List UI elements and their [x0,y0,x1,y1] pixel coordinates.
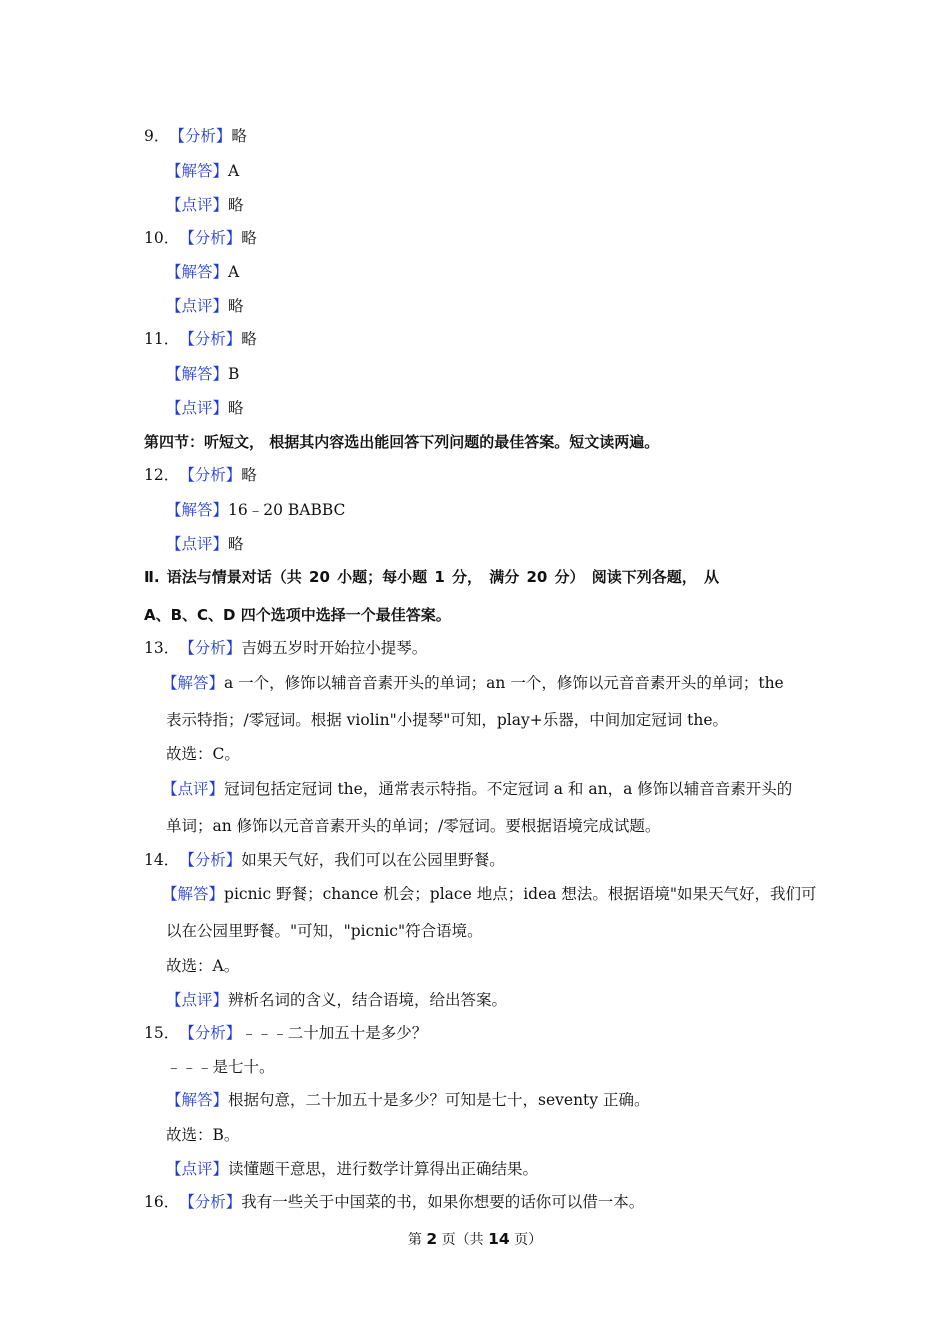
q12-jieda-line [166,499,345,521]
page-footer [0,1229,950,1249]
footer-total-pages: 14 [488,1230,510,1248]
q11-jieda-text: B [228,365,240,383]
q13-fenxi-line [144,637,427,659]
q14-answer-choice: 故选：A。 [166,957,240,975]
q15-dianping-text: 读懂题干意思，进行数学计算得出正确结果。 [228,1160,539,1178]
q15-answer-choice: 故选：B。 [166,1126,240,1144]
q12-fenxi-line [144,464,257,486]
q16-number: 16． [144,1193,180,1211]
fenxi-tag: 【分析】 [179,639,242,657]
q15-fenxi-line1 [144,1022,427,1044]
fenxi-tag: 【分析】 [179,330,242,348]
q14-dianping-text: 辨析名词的含义，结合语境，给出答案。 [228,991,508,1009]
q13-answer-choice: 故选：C。 [166,745,240,763]
footer-prefix: 第 [407,1232,422,1248]
fenxi-tag: 【分析】 [179,851,242,869]
q14-number: 14． [144,851,180,869]
jieda-tag: 【解答】 [166,501,229,519]
q15-number: 15． [144,1024,180,1042]
q15-jieda-line [166,1089,649,1111]
q13-dianping-text1: 冠词包括定冠词 the，通常表示特指。不定冠词 a 和 an，a 修饰以辅音音素开头的 [224,780,793,798]
q12-dianping-text: 略 [228,535,244,553]
jieda-tag: 【解答】 [162,674,225,692]
fenxi-tag: 【分析】 [179,1024,242,1042]
jieda-tag: 【解答】 [162,885,225,903]
fenxi-tag: 【分析】 [179,229,242,247]
q15-jieda-text: 根据句意，二十加五十是多少？可知是七十，seventy 正确。 [228,1091,650,1109]
jieda-tag: 【解答】 [166,1091,229,1109]
dianping-tag: 【点评】 [166,1160,229,1178]
q15-dianping-line [166,1158,538,1180]
q12-jieda-text: 16﹣20 BABBC [228,501,346,519]
q12-number: 12． [144,466,180,484]
q11-dianping-text: 略 [228,399,244,417]
q10-dianping-text: 略 [228,297,244,315]
dianping-tag: 【点评】 [166,399,229,417]
footer-page-number: 2 [426,1230,438,1248]
jieda-tag: 【解答】 [166,365,229,383]
q14-dianping-line [166,989,507,1011]
q13-jieda-line1 [162,672,784,694]
q10-jieda-line [166,261,239,283]
q12-dianping-line [166,533,244,555]
q14-fenxi-line [144,849,505,871]
dianping-tag: 【点评】 [166,196,229,214]
q14-jieda-text1: picnic 野餐；chance 机会；place 地点；idea 想法。根据语境"如果天气好，我们可 [224,885,817,903]
q9-jieda-text: A [228,162,240,180]
q10-number: 10． [144,229,180,247]
jieda-tag: 【解答】 [166,263,229,281]
q10-dianping-line [166,295,244,317]
q16-fenxi-line [144,1191,644,1213]
q13-number: 13． [144,639,180,657]
q14-jieda-line1 [162,883,817,905]
q14-jieda-line2: 以在公园里野餐。"可知，"picnic"符合语境。 [166,922,483,940]
q13-dianping-line2: 单词；an 修饰以元音音素开头的单词；/零冠词。要根据语境完成试题。 [166,817,661,835]
fenxi-tag: 【分析】 [179,466,242,484]
section-2-heading-line2: A、B、C、D 四个选项中选择一个最佳答案。 [144,606,451,624]
q9-number: 9． [144,127,170,145]
dianping-tag: 【点评】 [162,780,225,798]
q9-jieda-line [166,160,239,182]
q10-fenxi-text: 略 [241,229,257,247]
q11-dianping-line [166,397,244,419]
q10-fenxi-line [144,227,257,249]
q11-jieda-line [166,363,239,385]
q11-number: 11． [144,330,180,348]
footer-middle: 页（共 [441,1232,484,1248]
jieda-tag: 【解答】 [166,162,229,180]
q11-fenxi-line [144,328,257,350]
q13-jieda-line2: 表示特指；/零冠词。根据 violin"小提琴"可知，play+乐器，中间加定冠词 the。 [166,711,729,729]
dianping-tag: 【点评】 [166,297,229,315]
section-2-heading-line1: Ⅱ. 语法与情景对话（共 20 小题；每小题 1 分， 满分 20 分） 阅读下列各题， 从 [144,568,719,586]
q13-dianping-line1 [162,778,792,800]
q14-fenxi-text: 如果天气好，我们可以在公园里野餐。 [241,851,505,869]
dianping-tag: 【点评】 [166,535,229,553]
fenxi-tag: 【分析】 [169,127,232,145]
q9-fenxi-text: 略 [231,127,247,145]
q9-dianping-line [166,194,244,216]
q15-fenxi-text1: ﹣﹣﹣二十加五十是多少？ [241,1024,428,1042]
q16-fenxi-text: 我有一些关于中国菜的书，如果你想要的话你可以借一本。 [241,1193,645,1211]
footer-suffix: 页） [514,1232,543,1248]
q11-fenxi-text: 略 [241,330,257,348]
q13-fenxi-text: 吉姆五岁时开始拉小提琴。 [241,639,428,657]
q9-dianping-text: 略 [228,196,244,214]
q15-fenxi-line2: ﹣﹣﹣是七十。 [166,1058,275,1076]
q9-fenxi-line [144,125,247,147]
q13-jieda-text1: a 一个，修饰以辅音音素开头的单词；an 一个，修饰以元音音素开头的单词；the [224,674,784,692]
fenxi-tag: 【分析】 [179,1193,242,1211]
section-4-heading: 第四节：听短文， 根据其内容选出能回答下列问题的最佳答案。短文读两遍。 [144,433,660,451]
dianping-tag: 【点评】 [166,991,229,1009]
q10-jieda-text: A [228,263,240,281]
q12-fenxi-text: 略 [241,466,257,484]
